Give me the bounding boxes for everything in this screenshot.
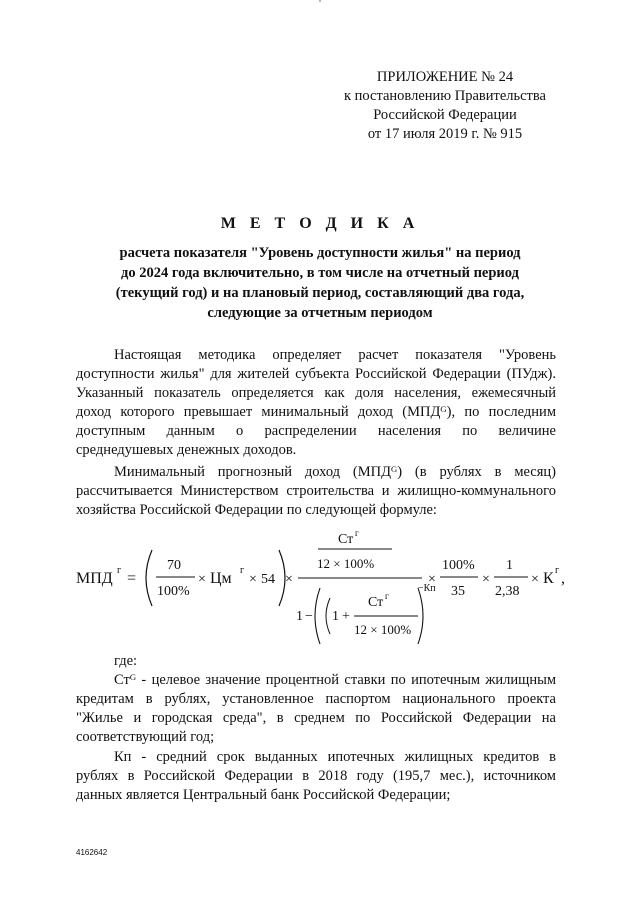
formula-times: × xyxy=(482,572,490,587)
text-line: доход которого превышает минимальный доход (МПДᴳ), по последним xyxy=(76,404,556,420)
text-line: где: xyxy=(114,653,138,669)
formula-frac1-den: 100% xyxy=(157,584,190,599)
subtitle-line: следующие за отчетным периодом xyxy=(207,305,433,321)
formula-sup: г xyxy=(385,591,389,601)
text-line: Минимальный прогнозный доход (МПДᴳ) (в рублях в месяц) xyxy=(114,464,556,480)
formula-st-den: 12 × 100% xyxy=(317,556,375,571)
paragraph-formula-intro xyxy=(76,463,556,520)
text-line: Кп - средний срок выданных ипотечных жилищных кредитов в xyxy=(114,749,556,765)
text-line: рассчитывается Министерством строительства и жилищно-коммунального xyxy=(76,483,556,499)
text-line: доступности жилья" для жителей субъекта Российской Федерации (ПУдж). xyxy=(76,366,556,382)
formula-one: 1 xyxy=(332,609,339,624)
formula-sup: г xyxy=(240,565,245,576)
appendix-number: ПРИЛОЖЕНИЕ № 24 xyxy=(376,69,514,85)
formula-frac1-num: 70 xyxy=(167,558,181,573)
scan-mark xyxy=(319,0,321,2)
formula-plus: + xyxy=(342,609,350,624)
text-line: кредитам в рублях, установленное паспортом национального проекта xyxy=(76,691,556,707)
paren-open xyxy=(146,550,152,606)
formula-cm: Цм xyxy=(210,570,232,587)
formula-mpd xyxy=(70,528,570,660)
definition-kp xyxy=(76,748,556,805)
document-title: М Е Т О Д И К А xyxy=(220,215,420,232)
text-line: доступным данным о распределении населения по величине xyxy=(76,423,556,439)
formula-one: 1 xyxy=(296,609,303,624)
formula-54: 54 xyxy=(261,572,275,587)
document-code: 4162642 xyxy=(76,848,108,857)
paren-open xyxy=(326,598,330,634)
appendix-ref: к постановлению Правительства xyxy=(344,88,546,104)
subtitle-line: расчета показателя "Уровень доступности жилья" на период xyxy=(119,245,521,261)
formula-exponent: −Кп xyxy=(418,583,436,594)
text-line: данных является Центральный банк Российской Федерации; xyxy=(76,787,451,803)
formula-times: × xyxy=(428,572,436,587)
appendix-date: от 17 июля 2019 г. № 915 xyxy=(367,126,523,142)
formula-times: × xyxy=(531,572,539,587)
formula-sup: г xyxy=(555,565,560,576)
appendix-header xyxy=(300,68,590,144)
subtitle-line: (текущий год) и на плановый период, составляющий два года, xyxy=(115,285,525,301)
text-line: "Жилье и городская среда", в среднем по Российской Федерации на xyxy=(76,710,556,726)
formula-equals: = xyxy=(127,570,137,587)
formula-times: × xyxy=(198,572,206,587)
text-line: хозяйства Российской Федерации по следующей формуле: xyxy=(76,502,437,518)
formula-frac4-den: 2,38 xyxy=(495,584,520,599)
formula-st-den: 12 × 100% xyxy=(354,622,412,637)
formula-sup: г xyxy=(355,528,359,538)
text-line: среднедушевых денежных доходов. xyxy=(76,442,297,458)
formula-times: × xyxy=(249,572,257,587)
formula-lhs: МПД xyxy=(76,570,113,587)
paragraph-where xyxy=(76,652,556,671)
text-line: Стᴳ - целевое значение процентной ставки по ипотечным жилищным xyxy=(114,672,556,688)
formula-comma: , xyxy=(561,570,565,587)
text-line: Указанный показатель определяется как доля населения, ежемесячный xyxy=(76,385,556,401)
subtitle-line: до 2024 года включительно, в том числе на отчетный период xyxy=(121,265,519,281)
formula-k: К xyxy=(543,570,554,587)
text-line: Настоящая методика определяет расчет показателя "Уровень xyxy=(114,347,556,363)
formula-frac3-den: 35 xyxy=(451,584,465,599)
formula-frac3-num: 100% xyxy=(442,558,475,573)
formula-st: Ст xyxy=(368,595,384,610)
formula-frac4-num: 1 xyxy=(506,558,513,573)
text-line: соответствующий год; xyxy=(76,729,215,745)
appendix-authority: Российской Федерации xyxy=(373,107,517,123)
formula-minus: − xyxy=(305,609,313,624)
paragraph-intro xyxy=(76,346,556,460)
text-line: рублях в Российской Федерации в 2018 году (195,7 мес.), источником xyxy=(76,768,556,784)
document-title-block xyxy=(60,215,580,323)
formula-st: Ст xyxy=(338,532,354,547)
definition-st xyxy=(76,671,556,747)
formula-times: × xyxy=(285,572,293,587)
paren-open xyxy=(315,588,320,644)
document-subtitle xyxy=(60,243,580,323)
formula-sup: г xyxy=(117,565,122,576)
paren-close xyxy=(418,588,423,644)
